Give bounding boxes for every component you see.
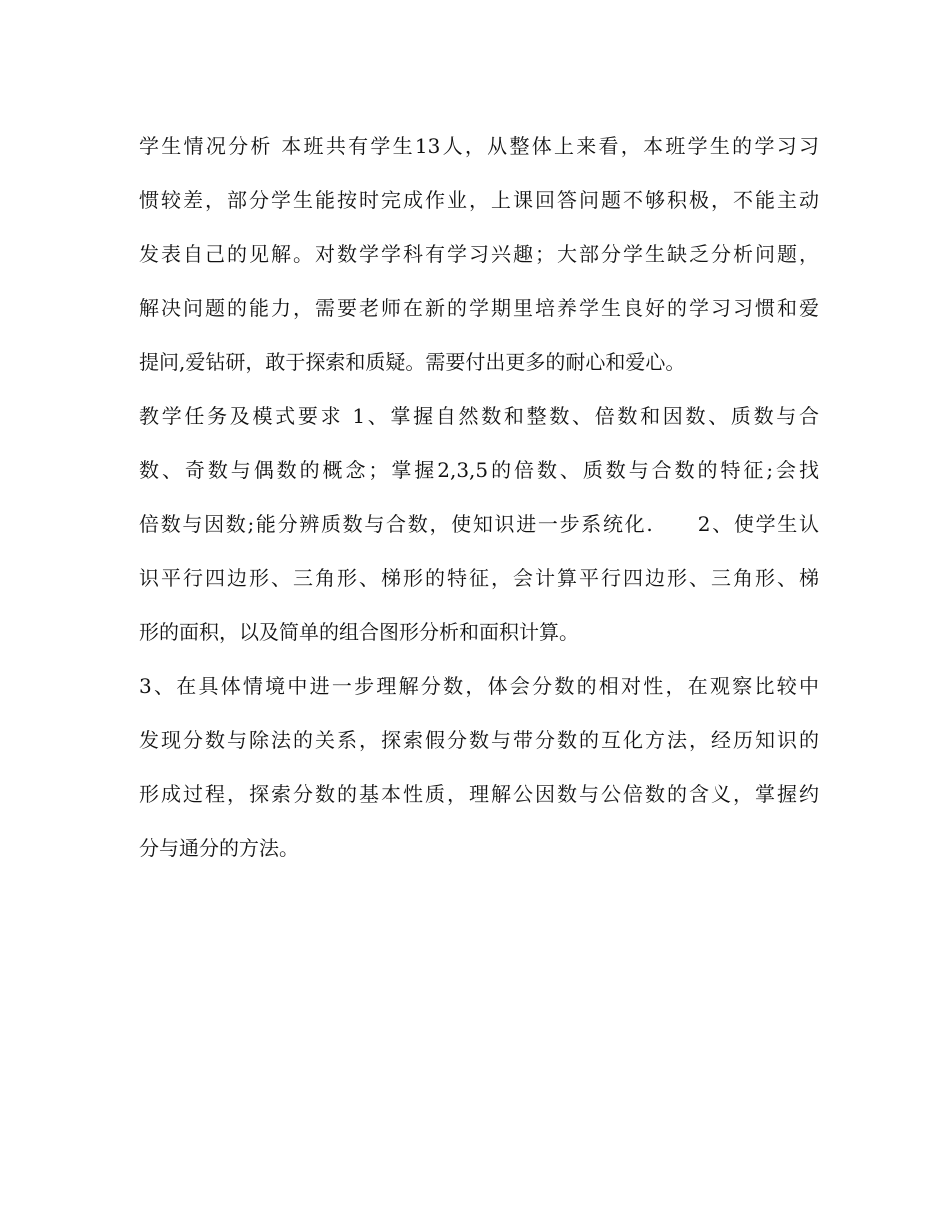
text-line: 形的面积，以及简单的组合图形分析和面积计算。: [139, 620, 579, 644]
text-line: 形成过程，探索分数的基本性质，理解公因数与公倍数的含义，掌握约: [139, 782, 819, 806]
text-line: 教学任务及模式要求 1、掌握自然数和整数、倍数和因数、质数与合: [139, 404, 819, 428]
text-line: 发现分数与除法的关系，探索假分数与带分数的互化方法，经历知识的: [139, 728, 819, 752]
text-line: 分与通分的方法。: [139, 836, 299, 860]
text-line: 数、奇数与偶数的概念；掌握2,3,5的倍数、质数与合数的特征;会找: [139, 458, 819, 482]
text-line: 提问,爱钻研，敢于探索和质疑。需要付出更多的耐心和爱心。: [139, 350, 686, 374]
text-line: 识平行四边形、三角形、梯形的特征，会计算平行四边形、三角形、梯: [139, 566, 819, 590]
text-line: 3、在具体情境中进一步理解分数，体会分数的相对性，在观察比较中: [139, 674, 819, 698]
paragraph-student-analysis: [139, 119, 819, 389]
text-line: 倍数与因数;能分辨质数与合数，使知识进一步系统化. 2、使学生认: [139, 512, 819, 536]
text-line: 学生情况分析 本班共有学生13人，从整体上来看，本班学生的学习习: [139, 134, 819, 158]
paragraph-teaching-tasks: [139, 389, 819, 659]
text-line: 发表自己的见解。对数学学科有学习兴趣；大部分学生缺乏分析问题，: [139, 242, 819, 266]
text-line: 解决问题的能力，需要老师在新的学期里培养学生良好的学习习惯和爱: [139, 296, 819, 320]
document-body: [139, 119, 819, 875]
paragraph-fractions: [139, 659, 819, 875]
text-line: 惯较差，部分学生能按时完成作业，上课回答问题不够积极，不能主动: [139, 188, 819, 212]
